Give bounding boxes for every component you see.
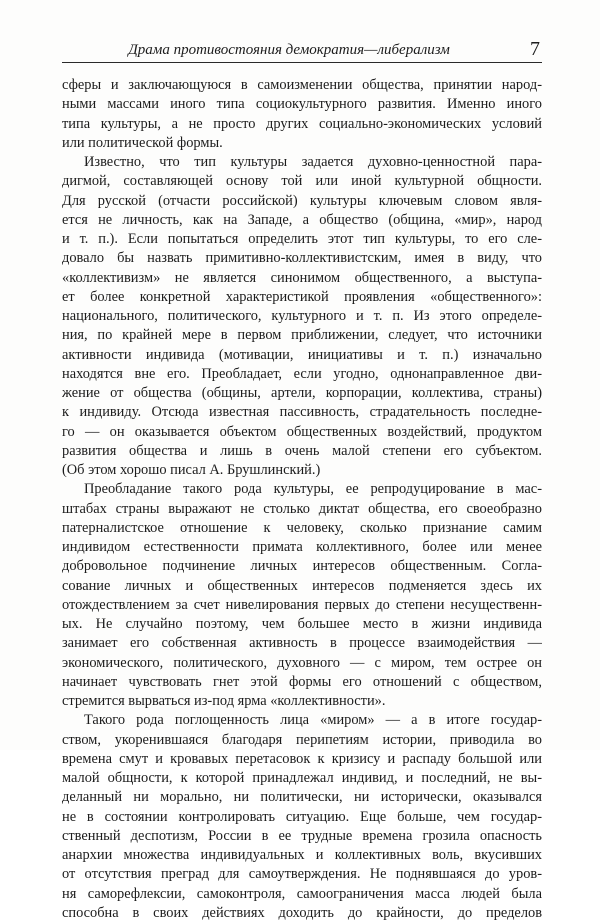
text-line: анархии множества индивидуальных и коллективных воль, вкусивших [62,847,542,863]
text-line: способна в своих действиях доходить до крайности, до пределов [62,904,542,921]
text-line: ет более конкретной характеристикой проявления «общественного»: [62,288,542,305]
text-line: жение от общества (общины, артели, корпорации, коллектива, страны) [62,385,542,401]
text-line: ня саморефлексии, самоконтроля, самоограничения масса людей была [62,885,542,902]
text-line: начинает чувствовать гнет этой формы его отношений с обществом, [62,673,542,690]
running-title: Драма противостояния демократия—либерализм [128,42,450,58]
text-line: индивидом естественности примата коллективного, более или менее [62,539,542,555]
text-line: экономического, политического, духовного — с миром, тем острее он [62,654,542,671]
text-line: не в состоянии контролировать ситуацию. Еще больше, чем государ- [62,808,542,825]
text-line: Преобладание такого рода культуры, ее репродуцирование в мас- [84,481,542,498]
paragraph [62,480,542,711]
text-line: добровольное подчинение личных интересов общественным. Согла- [62,558,542,575]
running-header [62,40,542,63]
text-line: малой общности, к которой принадлежал индивид, и последний, не вы- [62,770,542,786]
text-line: довало бы назвать примитивно-коллективистским, имея в виду, что [62,250,542,267]
text-line: ых. Не случайно поэтому, чем большее место в жизни индивида [62,616,542,632]
text-line: ственный деспотизм, России в ее трудные времена грозила опасность [62,827,542,844]
text-line: ством, укоренившаяся благодаря перипетиям истории, приводила во [62,731,542,748]
body-text [62,76,542,923]
text-line: Такого рода поглощенность лица «миром» — а в итоге государ- [84,712,542,729]
text-line: стремится вырваться из-под ярма «коллективности». [62,693,386,709]
text-line: активности индивида (мотивации, инициативы и т. п.) изначально [62,346,542,363]
text-line: деланный ни морально, ни политически, ни исторически, оказывался [62,789,542,806]
paragraph [62,153,542,480]
text-line: сферы и заключающуюся в самоизменении общества, принятии народ- [62,77,542,93]
text-line: времена смут и кровавых перетасовок к кризису и распаду большой или [62,750,542,767]
text-line: к индивиду. Отсюда известная пассивность, страдательность последне- [62,404,542,421]
text-line: штабах страны выражают не столько диктат общества, его своеобразно [62,500,542,517]
paragraph [62,76,542,153]
text-line: типа культуры, а не просто других социально-экономических условий [62,115,542,132]
paragraph [62,711,542,923]
text-line: Для русской (отчасти российской) культуры ключевым словом явля- [62,192,542,209]
page-number: 7 [530,38,540,60]
text-line: находятся вне его. Преобладает, если угодно, однонаправленное дви- [62,365,542,382]
text-line: от отсутствия преград для самоутверждения. Не поднявшаяся до уров- [62,866,542,883]
text-line: ется не личность, как на Западе, а общество (община, «мир», народ [62,211,542,228]
text-line: и т. п.). Если попытаться определить этот тип культуры, то его сле- [62,231,542,247]
text-line: «коллективизм» не является синонимом общественного, а выступа- [62,269,542,286]
text-line: занимает его собственная активность в процессе взаимодействия — [62,635,542,652]
text-line: отождествлением за счет нивелирования первых до степени несущественн- [62,596,542,613]
text-line: развития общества и лишь в очень малой степени его субъектом. [62,442,542,459]
text-line: ными массами иного типа социокультурного развития. Именно иного [62,96,542,113]
text-line: национального, политического, культурного и т. п. Из этого определе- [62,308,542,324]
text-line: ния, по крайней мере в первом приближении, следует, что источники [62,327,542,344]
text-line: дигмой, составляющей основу той или иной культурной общности. [62,173,542,190]
text-line: патерналистское отношение к человеку, сколько признание самим [62,519,542,536]
text-line: го — он оказывается объектом общественных воздействий, продуктом [62,423,542,440]
text-line: или политической формы. [62,134,223,151]
text-line: сование личных и общественных интересов подменяется здесь их [62,577,542,594]
text-line: Известно, что тип культуры задается духовно-ценностной пара- [84,154,542,170]
text-line: (Об этом хорошо писал А. Брушлинский.) [62,462,321,478]
